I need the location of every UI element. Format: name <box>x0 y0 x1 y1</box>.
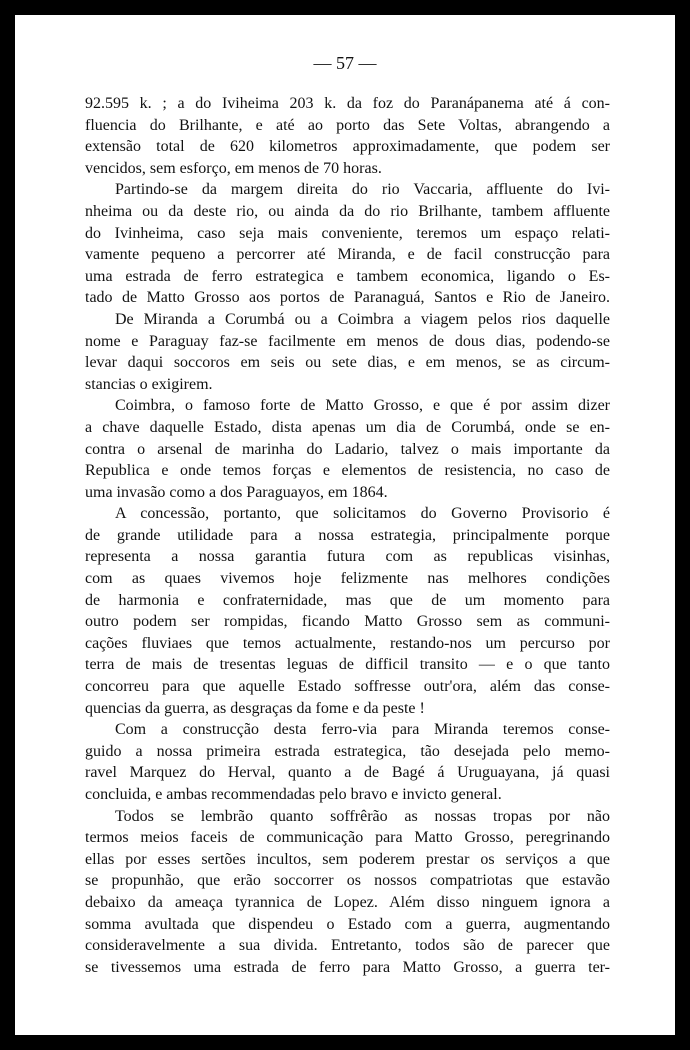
text-line: Coimbra, o famoso forte de Matto Grosso, e que é por assim dizer <box>115 397 610 415</box>
text-line: extensão total de 620 kilometros approximadamente, que podem ser <box>85 138 610 156</box>
text-line: de harmonia e confraternidade, mas que de um momento para <box>85 591 610 609</box>
text-line: vencidos, sem esforço, em menos de 70 horas. <box>85 159 382 177</box>
text-line: Partindo-se da margem direita do rio Vaccaria, affluente do Ivi- <box>115 181 610 199</box>
text-line: Republica e onde temos forças e elementos de resistencia, no caso de <box>85 462 610 480</box>
text-line: Todos se lembrão quanto soffrêrão as nossas tropas por não <box>115 807 610 825</box>
text-line: cações fluviaes que temos actualmente, restando-nos um percurso por <box>85 634 610 652</box>
text-line: do Ivinheima, caso seja mais conveniente, teremos um espaço relati- <box>85 224 610 242</box>
text-line: termos meios faceis de communicação para Matto Grosso, peregrinando <box>85 829 610 847</box>
text-line: outro podem ser rompidas, ficando Matto Grosso sem as communi- <box>85 613 610 631</box>
text-line: ravel Marquez do Herval, quanto a de Bagé á Uruguayana, já quasi <box>85 764 610 782</box>
text-line: fluencia do Brilhante, e até ao porto das Sete Voltas, abrangendo a <box>85 116 610 134</box>
text-line: A concessão, portanto, que solicitamos do Governo Provisorio é <box>115 505 610 523</box>
text-line: consideravelmente a sua divida. Entretanto, todos são de parecer que <box>85 937 610 955</box>
text-line: Com a construcção desta ferro-via para Miranda teremos conse- <box>115 721 610 739</box>
text-line: terra de mais de tresentas leguas de difficil transito — e o que tanto <box>85 656 610 674</box>
text-line: ellas por esses sertões incultos, sem poderem prestar os serviços a que <box>85 850 610 868</box>
text-line: guido a nossa primeira estrada estrategica, tão desejada pelo memo- <box>85 742 610 760</box>
text-line: De Miranda a Corumbá ou a Coimbra a viagem pelos rios daquelle <box>115 310 610 328</box>
text-line: com as quaes vivemos hoje felizmente nas melhores condições <box>85 570 610 588</box>
text-line: se tivessemos uma estrada de ferro para Matto Grosso, a guerra ter- <box>85 958 610 976</box>
text-line: concluida, e ambas recommendadas pelo bravo e invicto general. <box>85 786 502 803</box>
text-line: nome e Paraguay faz-se facilmente em menos de dous dias, podendo-se <box>85 332 610 350</box>
text-line: somma avultada que dispendeu o Estado com a guerra, augmentando <box>85 915 610 933</box>
page-number: — 57 — <box>313 53 377 73</box>
text-line: levar daqui soccoros em seis ou sete dias, e em menos, se as circum- <box>85 354 610 372</box>
text-line: stancias o exigirem. <box>85 375 213 393</box>
text-line: quencias da guerra, as desgraças da fome e da peste ! <box>85 699 425 717</box>
text-line: se propunhão, que erão soccorrer os nossos compatriotas que estavão <box>85 872 610 890</box>
text-line: uma invasão como a dos Paraguayos, em 1864. <box>85 483 388 501</box>
text-line: concorreu para que aquelle Estado soffresse outr'ora, além das conse- <box>85 678 610 696</box>
text-line: nheima ou da deste rio, ou ainda da do rio Brilhante, tambem affluente <box>85 202 610 220</box>
text-line: 92.595 k. ; a do Iviheima 203 k. da foz do Paranápanema até á con- <box>85 95 610 112</box>
book-page <box>15 15 675 1035</box>
body-text <box>85 93 610 978</box>
text-line: vamente pequeno a percorrer até Miranda, e de facil construcção para <box>85 246 610 264</box>
text-line: contra o arsenal de marinha do Ladario, talvez o mais importante da <box>85 440 610 458</box>
text-line: de grande utilidade para a nossa estrategia, principalmente porque <box>85 526 610 544</box>
text-line: debaixo da ameaça tyrannica de Lopez. Além disso ninguem ignora a <box>85 893 610 911</box>
text-line: tado de Matto Grosso aos portos de Paranaguá, Santos e Rio de Janeiro. <box>85 289 610 307</box>
text-line: a chave daquelle Estado, dista apenas um dia de Corumbá, onde se en- <box>85 418 610 436</box>
text-line: uma estrada de ferro estrategica e tambem economica, ligando o Es- <box>85 267 610 285</box>
text-line: representa a nossa garantia futura com as republicas visinhas, <box>85 548 610 566</box>
